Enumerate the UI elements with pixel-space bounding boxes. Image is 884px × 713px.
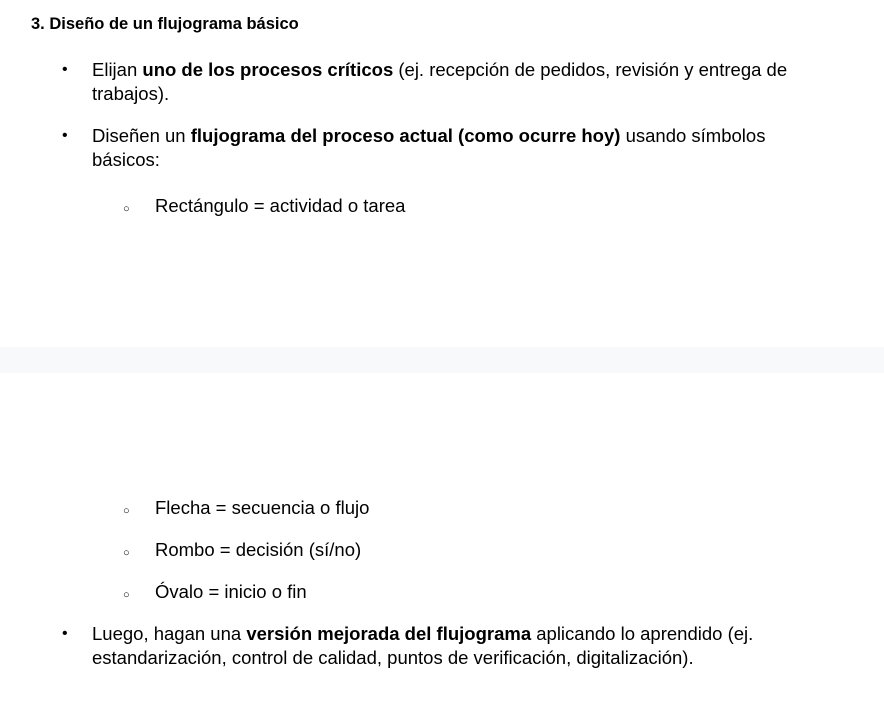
item-text: aplicando lo aprendido (ej. estandarización, control de calidad, puntos de verificación, digitalización). xyxy=(92,623,754,668)
section-heading: 3. Diseño de un flujograma básico xyxy=(31,15,299,33)
symbol-item-rectangle: ○ Rectángulo = actividad o tarea xyxy=(155,194,795,218)
item-text: usando símbolos básicos: xyxy=(92,125,766,170)
item-bold-text: uno de los procesos críticos xyxy=(142,59,394,80)
item-text: Elijan xyxy=(92,59,143,80)
item-text: Diseñen un xyxy=(92,125,191,146)
page-break xyxy=(0,347,884,373)
item-text: Luego, hagan una xyxy=(92,623,247,644)
list-item-design-flowchart xyxy=(92,124,792,172)
item-text: (ej. recepción de pedidos, revisión y entrega de trabajos). xyxy=(92,59,788,104)
list-item-choose-process xyxy=(92,58,792,106)
page-1 xyxy=(0,0,884,347)
item-bold-text: versión mejorada del flujograma xyxy=(246,623,532,644)
list-item-improved-flowchart xyxy=(92,622,792,670)
symbol-item-oval: ○ Óvalo = inicio o fin xyxy=(155,580,795,604)
symbol-item-rhombus: ○ Rombo = decisión (sí/no) xyxy=(155,538,795,562)
item-bold-text: flujograma del proceso actual (como ocurre hoy) xyxy=(190,125,621,146)
symbol-item-arrow: ○ Flecha = secuencia o flujo xyxy=(155,496,795,520)
